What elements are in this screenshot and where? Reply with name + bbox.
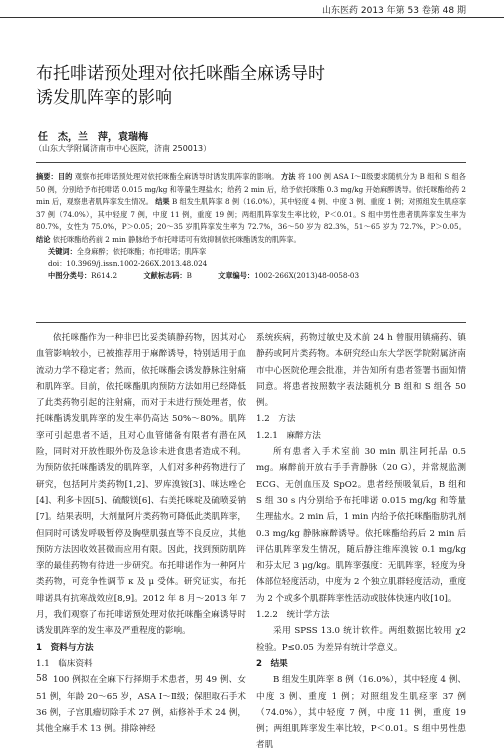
abstract-result-label: 结果 xyxy=(155,197,170,206)
abstract-text xyxy=(36,171,466,246)
section-divider xyxy=(36,322,466,323)
clc xyxy=(48,271,117,280)
doc-code-value: B xyxy=(186,271,192,280)
keywords xyxy=(48,246,466,258)
keywords-label: 关键词： xyxy=(48,247,77,256)
subsection-heading-1-2-2: 1.2.2 统计学方法 xyxy=(256,610,330,621)
body-column-right xyxy=(256,330,466,754)
article-no-value: 1002-266X(2013)48-0058-03 xyxy=(254,271,360,280)
article-no xyxy=(218,271,359,280)
authors: 任 杰，兰 萍，袁瑞梅 xyxy=(38,132,148,143)
abstract-conclusion-label: 结论 xyxy=(36,234,51,244)
clinical-data-paragraph: 100 例拟在全麻下行择期手术患者，男 49 例、女 51 例，年龄 20～65 岁，ASA Ⅰ～Ⅱ级；保胆取石手术 36 例，子宫肌瘤切除手术 27 例，疝修补手术 24 例，其他全麻手术 13 例。排除神经 xyxy=(36,675,246,735)
clc-label: 中图分类号： xyxy=(48,271,92,280)
keywords-value: 全身麻醉；依托咪酯；布托啡诺；肌阵挛 xyxy=(76,247,207,256)
abstract-method: 将 100 例 ASA Ⅰ～Ⅱ级要求随机分为 B 组和 S 组各 50 例，分别给予布托啡诺 0.015 mg/kg 和等量生理盐水；给药 2 min 后，给予依托咪酯 0.3 mg/kg 开始麻醉诱导。依托咪酯给药 2 min 后，观察患者肌阵挛发生情况。 xyxy=(36,172,466,206)
article-no-label: 文章编号： xyxy=(218,271,255,280)
title-line-2: 诱发肌阵挛的影响 xyxy=(36,88,172,108)
statistics-paragraph: 采用 SPSS 13.0 统计软件。两组数据比较用 χ2 检验。P≤0.05 为差异有统计学意义。 xyxy=(256,626,466,653)
subsection-heading-1-2-1: 1.2.1 麻醉方法 xyxy=(256,430,321,441)
anesthesia-method-paragraph: 所有患者入手术室前 30 min 肌注阿托品 0.5 mg。麻醉前开放右手手背静脉（20 G），并常规监测 ECG、无创血压及 SpO2。患者经预吸氧后，B 组和 S 组 30 s 内分别给予布托啡诺 0.015 mg/kg 和等量生理盐水。2 min 后，1 min 内给予依托咪酯脂肪乳剂 0.3 mg/kg 静脉麻醉诱导。依托咪酯给药后 2 min 后评估肌阵挛发生情况，随后静注维库溴铵 0.1 mg/kg 和芬太尼 3 μg/kg。肌阵挛强度：无肌阵挛，轻度为身体部位轻度活动，中度为 2 个独立肌群轻度活动，重度为 2 个或多个肌群阵挛性活动或肢体快速内收[10]。 xyxy=(256,447,466,604)
article-title xyxy=(36,62,325,110)
clinical-data-continued: 系统疾病，药物过敏史及术前 24 h 曾服用镇痛药、镇静药或阿片类药物。本研究经山东大学医学院附属济南市中心医院伦理会批准，并告知所有患者签署书面知情同意。将患者按照数字表法随机分 B 组和 S 组各 50 例。 xyxy=(256,333,466,409)
results-paragraph: B 组发生肌阵挛 8 例（16.0%），其中轻度 4 例、中度 3 例、重度 1 例；对照组发生肌痉挛 37 例（74.0%），其中轻度 7 例，中度 11 例，重度 19 例；两组肌阵挛发生率比较，P＜0.01。S 组中男性患者肌 xyxy=(256,675,466,751)
abstract-aim-label: 摘要：目的 xyxy=(36,172,73,181)
doc-code xyxy=(143,271,191,280)
abstract-method-label: 方法 xyxy=(281,172,296,181)
abstract-aim: 观察布托啡诺预处理对依托咪酯全麻诱导时诱发肌阵挛的影响。 xyxy=(74,172,279,181)
page-number: 58 xyxy=(36,674,48,684)
doi: doi：10.3969/j.issn.1002-266X.2013.48.024 xyxy=(48,259,208,268)
body-column-left xyxy=(36,330,246,737)
intro-paragraph: 依托咪酯作为一种非巴比妥类镇静药物，因其对心血管影响较小，已被推荐用于麻醉诱导，特别适用于血流动力学不稳定者；然而，依托咪酯会诱发静脉注射痛和肌阵挛。目前，依托咪酯肌肉预防方法如用已经降低了此类药物引起的注射痛，而对于未进行预处理者，依托咪酯诱发肌阵挛的发生率仍高达 50%～80%。肌阵挛可引起患者不适，且对心血管储备有限者有潜在风险，同时对开放性眼外伤及急诊未进食患者造成不利。为预防依托咪酯诱发的肌阵挛，人们对多种药物进行了研究，包括阿片类药物[1,2]、罗库溴铵[3]、咪达唑仑[4]、利多卡因[5]、硫酸镁[6]、右美托咪啶及硫喷妥钠[7]。结果表明，大剂量阿片类药物可降低此类肌阵挛，但同时可诱发呼吸暂停及胸壁肌强直等不良反应，其他预防方法因收效甚微而应用有限。因此，找到预防肌阵挛的最佳药物有待进一步研究。布托啡诺作为一种阿片类药物，可竞争性调节 κ 及 μ 受体。研究证实，布托啡诺具有抗寒战效应[8,9]。2012 年 8 月～2013 年 7 月，我们观察了布托啡诺预处理对依托咪酯全麻诱导时诱发肌阵挛的发生率及严重程度的影响。 xyxy=(36,333,246,637)
abstract-conclusion: 依托咪酯给药前 2 min 静脉给予布托啡诺可有效抑制依托咪酯诱发的肌阵挛。 xyxy=(52,234,301,244)
abstract-section xyxy=(36,162,466,282)
title-line-1: 布托啡诺预处理对依托咪酯全麻诱导时 xyxy=(36,64,325,84)
abstract-result: B 组发生肌阵挛 8 例（16.0%），其中轻度 4 例、中度 3 例、重度 1 例；对照组发生肌痉挛 37 例（74.0%），其中轻度 7 例，中度 11 例，重度 19 例；两组肌阵挛发生率比较，P＜0.01。S 组中男性患者肌阵挛发生率为 80.7%，女性为 75.0%，P＞0.05；20～35 岁肌阵挛发生率为 72.7%，36～50 岁为 82.3%，51～65 岁为 72.7%，P＞0.05。 xyxy=(36,197,466,231)
affiliation: （山东大学附属济南市中心医院，济南 250013） xyxy=(34,144,212,153)
section-heading-1: 1 资料与方法 xyxy=(36,642,94,653)
doc-code-label: 文献标志码： xyxy=(143,271,187,280)
journal-info: 山东医药 2013 年第 53 卷第 48 期 xyxy=(322,6,466,16)
subsection-heading-1-1: 1.1 临床资料 xyxy=(36,658,93,669)
running-header xyxy=(0,0,504,18)
classification-line xyxy=(48,270,466,282)
section-heading-2: 2 结果 xyxy=(256,658,288,669)
clc-value: R614.2 xyxy=(91,271,118,280)
subsection-heading-1-2: 1.2 方法 xyxy=(256,414,296,425)
